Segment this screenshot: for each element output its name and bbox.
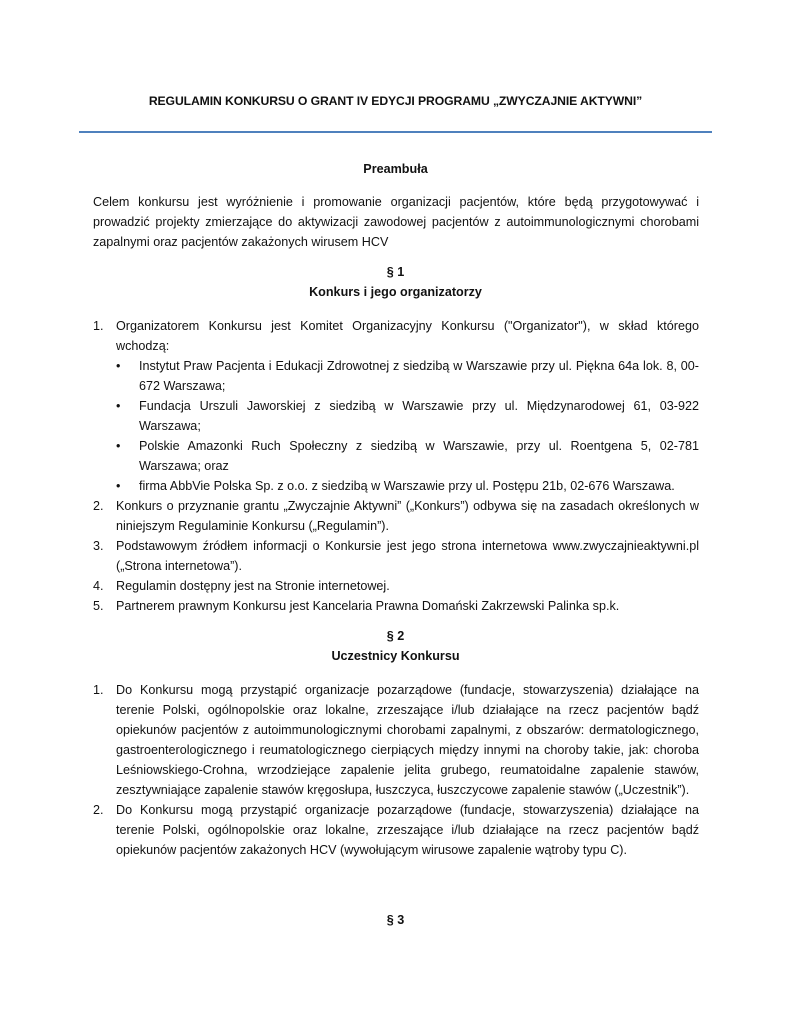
title-divider — [79, 131, 712, 133]
bullet-icon: • — [116, 479, 121, 493]
preamble-text: Celem konkursu jest wyróżnienie i promowanie organizacji pacjentów, które będą przygotowywać i prowadzić projekty zmierzające do aktywizacji zawodowej pacjentów z autoimmunologicznymi chorobami zapalnymi oraz pacjentów zakażonych wirusem HCV — [93, 195, 699, 249]
document-title: REGULAMIN KONKURSU O GRANT IV EDYCJI PROGRAMU „ZWYCZAJNIE AKTYWNI” — [148, 94, 643, 108]
preamble-heading: Preambuła — [363, 162, 428, 176]
section-1-heading: Konkurs i jego organizatorzy — [309, 285, 482, 299]
list-item-number: 5. — [93, 599, 104, 613]
list-item-text: Do Konkursu mogą przystąpić organizacje pozarządowe (fundacje, stowarzyszenia) działające na terenie Polski, ogólnopolskie oraz lokalne, zrzeszające i/lub działające na rzecz pacjentów bądź opiekunów pacjentów z autoimmunologicznymi chorobami zapalnymi, z obszarów: dermatologicznego, gastroenterologicznego i reumatologicznego cierpiących między innymi na choroby takie, jak: choroba Leśniowskiego-Crohna, wrzodziejące zapalenie jelita grubego, reumatoidalne zapalenie stawów, zesztywniające zapalenie stawów kręgosłupa, łuszczyca, łuszczycowe zapalenie stawów („Uczestnik”). — [116, 683, 699, 797]
list-item-number: 1. — [93, 683, 104, 697]
list-item — [116, 396, 699, 436]
list-item — [116, 476, 699, 496]
list-item-text: Regulamin dostępny jest na Stronie internetowej. — [116, 579, 390, 593]
section-1-number: § 1 — [386, 265, 405, 279]
list-item-number: 2. — [93, 499, 104, 513]
member-text: Instytut Praw Pacjenta i Edukacji Zdrowotnej z siedzibą w Warszawie przy ul. Piękna 64a lok. 8, 00-672 Warszawa; — [139, 359, 699, 393]
list-item-number: 2. — [93, 803, 104, 817]
list-item — [93, 680, 699, 800]
bullet-icon: • — [116, 359, 121, 373]
section-1-list — [93, 316, 699, 616]
section-2-number: § 2 — [386, 629, 405, 643]
list-item — [93, 800, 699, 860]
list-item-text: Do Konkursu mogą przystąpić organizacje pozarządowe (fundacje, stowarzyszenia) działające na terenie Polski, ogólnopolskie oraz lokalne, zrzeszające i/lub działające na rzecz pacjentów bądź opiekunów pacjentów zakażonych HCV (wywołującym wirusowe zapalenie wątroby typu C). — [116, 803, 699, 857]
list-item-number: 3. — [93, 539, 104, 553]
list-item — [116, 356, 699, 396]
bullet-icon: • — [116, 399, 121, 413]
bullet-icon: • — [116, 439, 121, 453]
organizer-members-list — [116, 356, 699, 496]
list-item — [93, 536, 699, 576]
list-item — [93, 596, 699, 616]
member-text: Polskie Amazonki Ruch Społeczny z siedzibą w Warszawie, przy ul. Roentgena 5, 02-781 Warszawa; oraz — [139, 439, 699, 473]
list-item — [93, 316, 699, 496]
list-item-text: Partnerem prawnym Konkursu jest Kancelaria Prawna Domański Zakrzewski Palinka sp.k. — [116, 599, 620, 613]
section-2-list — [93, 680, 699, 860]
list-item — [93, 496, 699, 536]
section-3-number: § 3 — [386, 913, 405, 927]
list-item-text: Podstawowym źródłem informacji o Konkursie jest jego strona internetowa www.zwyczajnieaktywni.pl („Strona internetowa”). — [116, 539, 699, 573]
list-item — [116, 436, 699, 476]
section-2-heading: Uczestnicy Konkursu — [331, 649, 460, 663]
list-item — [93, 576, 699, 596]
list-item-number: 1. — [93, 319, 104, 333]
list-item-number: 4. — [93, 579, 104, 593]
list-item-text: Konkurs o przyznanie grantu „Zwyczajnie Aktywni” („Konkurs”) odbywa się na zasadach określonych w niniejszym Regulaminie Konkursu („Regulamin”). — [116, 499, 699, 533]
list-item-text: Organizatorem Konkursu jest Komitet Organizacyjny Konkursu ("Organizator"), w skład którego wchodzą: — [116, 319, 699, 353]
member-text: firma AbbVie Polska Sp. z o.o. z siedzibą w Warszawie przy ul. Postępu 21b, 02-676 Warszawa. — [139, 479, 675, 493]
member-text: Fundacja Urszuli Jaworskiej z siedzibą w Warszawie przy ul. Międzynarodowej 61, 03-922 Warszawa; — [139, 399, 699, 433]
